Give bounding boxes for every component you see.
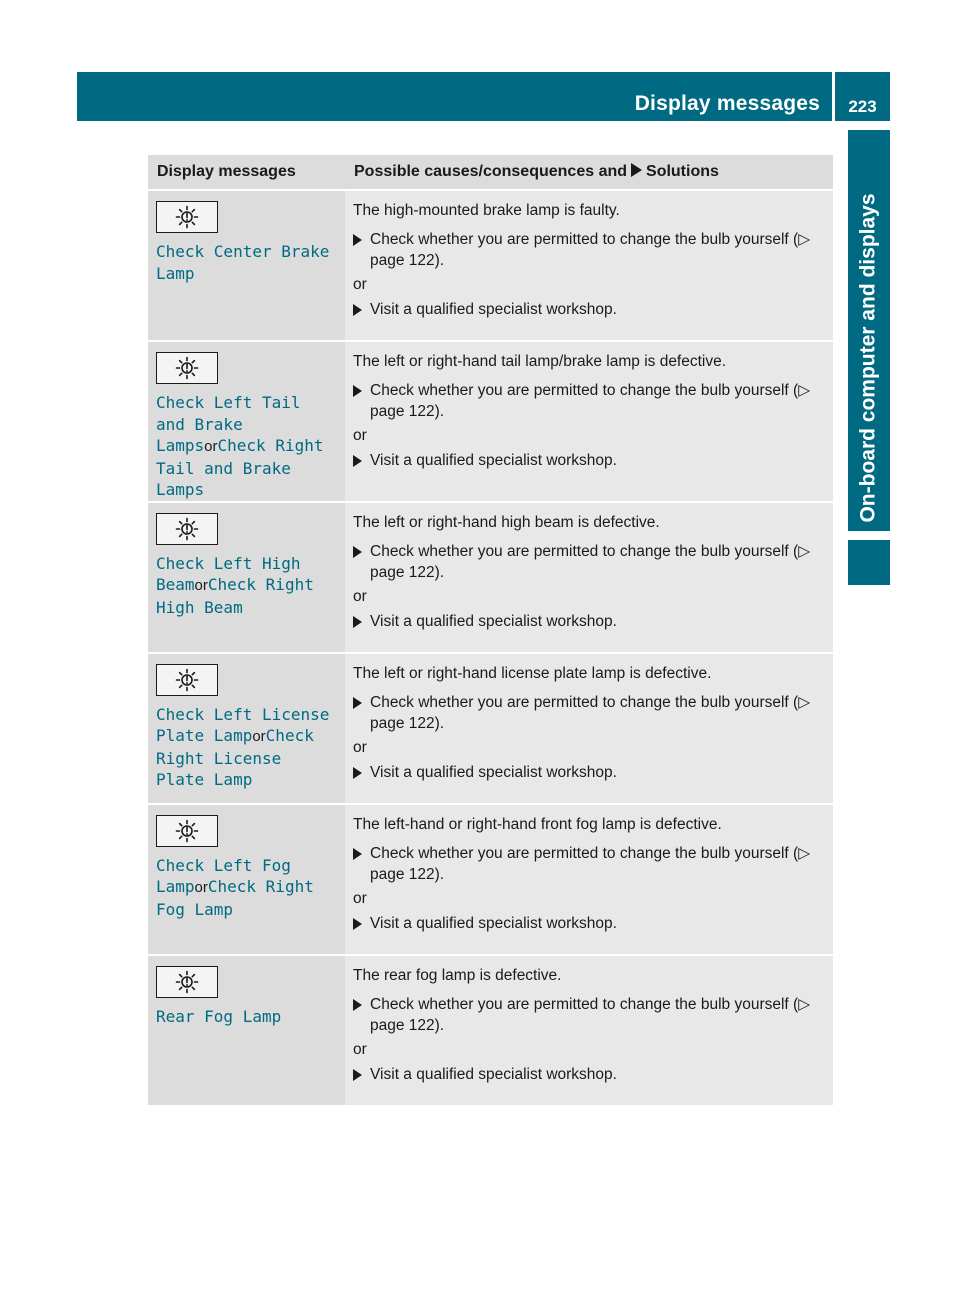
- display-message-cell: [148, 804, 345, 955]
- or-text: or: [353, 889, 367, 907]
- or-text: or: [353, 1040, 367, 1058]
- bulb-icon: [156, 664, 218, 696]
- arrow-icon: [353, 546, 362, 558]
- cause-text: The left or right-hand high beam is defective.: [353, 513, 660, 531]
- solution-step-1: [353, 843, 821, 885]
- solution-step-1-text: Check whether you are permitted to change the bulb yourself (▷ page 122).: [370, 995, 811, 1034]
- solution-step-2-text: Visit a qualified specialist workshop.: [370, 1065, 617, 1083]
- col-header-causes: [345, 155, 833, 190]
- arrow-icon: [353, 616, 362, 628]
- solution-step-2: [353, 913, 821, 934]
- arrow-icon: [353, 918, 362, 930]
- bulb-icon: [156, 966, 218, 998]
- bulb-icon: [156, 201, 218, 233]
- side-tab-label: On-board computer and displays: [857, 192, 880, 523]
- bulb-icon: [156, 352, 218, 384]
- display-message-cell: [148, 190, 345, 341]
- or-text: or: [353, 427, 367, 444]
- display-message-text: [156, 392, 337, 501]
- solution-step-1: [353, 229, 821, 271]
- display-message-part: Check Right High Beam: [156, 575, 314, 617]
- solution-step-1: [353, 692, 821, 734]
- solution-cell: [345, 190, 833, 341]
- display-message-text: [156, 553, 337, 619]
- bulb-icon: [156, 513, 218, 545]
- or-separator: or: [194, 879, 208, 896]
- cause-text: The left or right-hand tail lamp/brake lamp is defective.: [353, 353, 727, 370]
- solution-step-1-text: Check whether you are permitted to change the bulb yourself (▷ page 122).: [370, 382, 811, 420]
- arrow-icon: [353, 455, 362, 467]
- solution-step-2: [353, 450, 821, 471]
- display-message-part: Check Right Tail and Brake Lamps: [156, 436, 324, 499]
- side-tab-label-wrap: [848, 130, 890, 585]
- or-text: or: [353, 587, 367, 605]
- cause-text: The left or right-hand license plate lamp is defective.: [353, 664, 712, 682]
- display-message-part: Check Right Fog Lamp: [156, 877, 314, 919]
- display-message-text: [156, 1006, 337, 1028]
- header-title: Display messages: [634, 92, 820, 115]
- table-row: [148, 190, 833, 341]
- page-number: 223: [835, 72, 890, 121]
- solution-step-1-text: Check whether you are permitted to change the bulb yourself (▷ page 122).: [370, 844, 811, 883]
- arrow-icon: [353, 999, 362, 1011]
- solution-cell: [345, 502, 833, 653]
- arrow-icon: [631, 163, 642, 177]
- table-row: [148, 804, 833, 955]
- display-messages-table: [148, 155, 833, 1107]
- col-header-display-messages: Display messages: [148, 155, 345, 190]
- col-header-causes-text: Possible causes/consequences and: [354, 163, 628, 180]
- cause-text: The high-mounted brake lamp is faulty.: [353, 202, 620, 219]
- arrow-icon: [353, 234, 362, 246]
- display-message-part: Check Left Tail and Brake Lamps: [156, 393, 301, 455]
- arrow-icon: [353, 1069, 362, 1081]
- solution-step-1: [353, 541, 821, 583]
- solution-step-1-text: Check whether you are permitted to change the bulb yourself (▷ page 122).: [370, 693, 811, 732]
- table-row: [148, 341, 833, 502]
- or-separator: or: [204, 438, 218, 455]
- bulb-icon: [156, 815, 218, 847]
- solution-step-2: [353, 611, 821, 632]
- solution-step-2-text: Visit a qualified specialist workshop.: [370, 301, 617, 318]
- table-row: [148, 653, 833, 804]
- solution-step-2-text: Visit a qualified specialist workshop.: [370, 914, 617, 932]
- display-message-part: Check Left Fog Lamp: [156, 855, 291, 896]
- arrow-icon: [353, 304, 362, 316]
- display-message-part: Check Center Brake Lamp: [156, 242, 330, 283]
- or-separator: or: [252, 728, 266, 745]
- cause-text: The left-hand or right-hand front fog lamp is defective.: [353, 815, 722, 833]
- solution-step-1-text: Check whether you are permitted to change the bulb yourself (▷ page 122).: [370, 231, 811, 269]
- solution-step-2-text: Visit a qualified specialist workshop.: [370, 452, 617, 469]
- or-text: or: [353, 276, 367, 293]
- display-message-text: [156, 704, 337, 791]
- solution-cell: [345, 955, 833, 1106]
- solution-step-2: [353, 299, 821, 320]
- solution-step-2: [353, 1064, 821, 1085]
- display-message-part: Rear Fog Lamp: [156, 1006, 282, 1026]
- solution-step-1: [353, 380, 821, 422]
- solution-step-2: [353, 762, 821, 783]
- table-row: [148, 502, 833, 653]
- solution-cell: [345, 653, 833, 804]
- solution-step-2-text: Visit a qualified specialist workshop.: [370, 612, 617, 630]
- display-message-part: Check Left License Plate Lamp: [156, 704, 330, 745]
- solution-step-2-text: Visit a qualified specialist workshop.: [370, 763, 617, 781]
- or-separator: or: [194, 577, 208, 594]
- display-message-cell: [148, 955, 345, 1106]
- arrow-icon: [353, 385, 362, 397]
- arrow-icon: [353, 697, 362, 709]
- solution-cell: [345, 341, 833, 502]
- display-message-text: [156, 855, 337, 921]
- solution-step-1: [353, 994, 821, 1036]
- solution-cell: [345, 804, 833, 955]
- display-message-cell: [148, 653, 345, 804]
- col-header-solutions-text: Solutions: [646, 163, 719, 180]
- display-message-cell: [148, 341, 345, 502]
- arrow-icon: [353, 767, 362, 779]
- display-message-text: [156, 241, 337, 284]
- display-message-part: Check Right License Plate Lamp: [156, 726, 314, 789]
- display-message-cell: [148, 502, 345, 653]
- arrow-icon: [353, 848, 362, 860]
- table-row: [148, 955, 833, 1106]
- header-bar: [77, 72, 832, 121]
- solution-step-1-text: Check whether you are permitted to change the bulb yourself (▷ page 122).: [370, 542, 811, 581]
- or-text: or: [353, 738, 367, 756]
- cause-text: The rear fog lamp is defective.: [353, 966, 562, 984]
- display-message-part: Check Left High Beam: [156, 553, 301, 594]
